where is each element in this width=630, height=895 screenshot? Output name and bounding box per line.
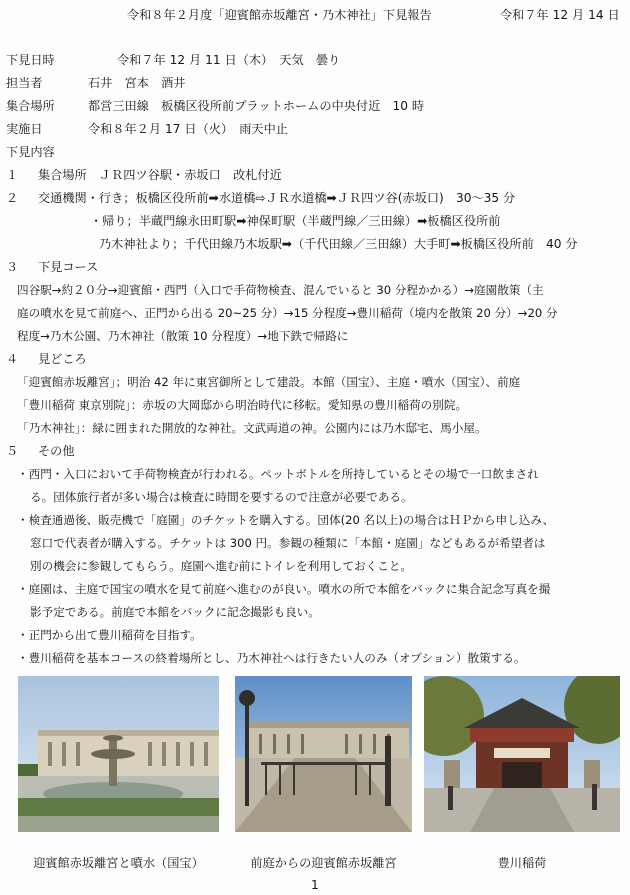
execution-date-label: 実施日 xyxy=(6,122,43,136)
other-bullet-5: ・豊川稲荷を基本コースの終着場所とし、乃木神社へは行きたい人のみ（オプション）散策する。 xyxy=(17,651,526,665)
meeting-place-label: 集合場所 xyxy=(6,99,55,113)
staff-value: 石井 宮本 酒井 xyxy=(88,76,186,90)
section-5-title: その他 xyxy=(38,444,75,458)
section-5-number: ５ xyxy=(6,444,19,458)
other-bullet-1-line-2: る。団体旅行者が多い場合は検査に時間を要するので注意が必要である。 xyxy=(30,490,413,504)
other-bullet-3-line-1: ・庭園は、主庭で国宝の噴水を見て前庭へ進むのが良い。噴水の所で本館をバックに集合記念写真を撮 xyxy=(17,582,551,596)
execution-date-value: 令和８年２月 17 日（火） 雨天中止 xyxy=(88,122,288,136)
section-3-title: 下見コース xyxy=(38,260,99,274)
other-bullet-2-line-1: ・検査通過後、販売機で「庭園」のチケットを購入する。団体(20 名以上)の場合はＨＰから申し込み、 xyxy=(17,513,555,527)
photo-caption-toyokawa: 豊川稲荷 xyxy=(497,856,547,870)
report-title: 令和８年２月度「迎賓館赤坂離宮・乃木神社」下見報告 xyxy=(127,8,432,22)
course-line-3: 程度→乃木公園、乃木神社（散策 10 分程度）→地下鉄で帰路に xyxy=(17,329,349,343)
highlight-akasaka: 「迎賓館赤坂離宮」；明治 42 年に東宮御所として建設。本館（国宝）、主庭・噴水（国宝）、前庭 xyxy=(17,375,521,389)
section-2-number: ２ xyxy=(6,191,19,205)
survey-date-value: 令和７年 12 月 11 日（木） 天気 曇り xyxy=(117,53,341,67)
page-number: 1 xyxy=(311,878,319,892)
transport-return: ・帰り；半蔵門線永田町駅➡神保町駅（半蔵門線／三田線）➡板橋区役所前 xyxy=(90,214,501,228)
highlight-toyokawa: 「豊川稲荷 東京別院」：赤坂の大岡邸から明治時代に移転。愛知県の豊川稲荷の別院。 xyxy=(17,398,468,412)
section-4-title: 見どころ xyxy=(38,352,87,366)
highlight-nogi: 「乃木神社」：緑に囲まれた開放的な神社。文武両道の神。公園内には乃木邸宅、馬小屋。 xyxy=(17,421,487,435)
photo-caption-akasaka-fountain: 迎賓館赤坂離宮と噴水（国宝） xyxy=(33,856,204,870)
photo-caption-front-garden: 前庭からの迎賓館赤坂離宮 xyxy=(250,856,397,870)
other-bullet-3-line-2: 影予定である。前庭で本館をバックに記念撮影も良い。 xyxy=(30,605,320,619)
section-1-meeting-place: 集合場所 ＪＲ四ツ谷駅・赤坂口 改札付近 xyxy=(38,168,282,182)
report-date: 令和７年 12 月 14 日 xyxy=(500,8,620,22)
other-bullet-2-line-3: 別の機会に参観してもらう。庭園へ進む前にトイレを利用しておくこと。 xyxy=(30,559,413,573)
other-bullet-2-line-2: 窓口で代表者が購入する。チケットは 300 円。参観の種類に「本館・庭園」などもあるが希望者は xyxy=(30,536,546,550)
other-bullet-4: ・正門から出て豊川稲荷を目指す。 xyxy=(17,628,202,642)
section-1-number: １ xyxy=(6,168,19,182)
transport-outbound: 交通機関・行き；板橋区役所前➡水道橋⇨ＪＲ水道橋➡ＪＲ四ツ谷(赤坂口) 30～35 分 xyxy=(38,191,516,205)
survey-content-label: 下見内容 xyxy=(6,145,55,159)
course-line-1: 四谷駅→約２０分→迎賓館・西門（入口で手荷物検査、混んでいると 30 分程かかる）→庭園散策（主 xyxy=(17,283,544,297)
section-4-number: ４ xyxy=(6,352,19,366)
staff-label: 担当者 xyxy=(6,76,43,90)
survey-date-label: 下見日時 xyxy=(6,53,55,67)
section-3-number: ３ xyxy=(6,260,19,274)
course-line-2: 庭の噴水を見て前庭へ、正門から出る 20~25 分）→15 分程度→豊川稲荷（境内を散策 20 分）→20 分 xyxy=(17,306,558,320)
photo-toyokawa-inari xyxy=(424,676,620,832)
photo-akasaka-front-garden xyxy=(235,676,412,832)
meeting-place-value: 都営三田線 板橋区役所前プラットホームの中央付近 10 時 xyxy=(88,99,425,113)
other-bullet-1-line-1: ・西門・入口において手荷物検査が行われる。ペットボトルを所持しているとその場で一口飲まされ xyxy=(17,467,539,481)
transport-return-nogi: 乃木神社より；千代田線乃木坂駅➡（千代田線／三田線）大手町➡板橋区役所前 40 分 xyxy=(99,237,578,251)
photo-akasaka-fountain xyxy=(18,676,219,832)
